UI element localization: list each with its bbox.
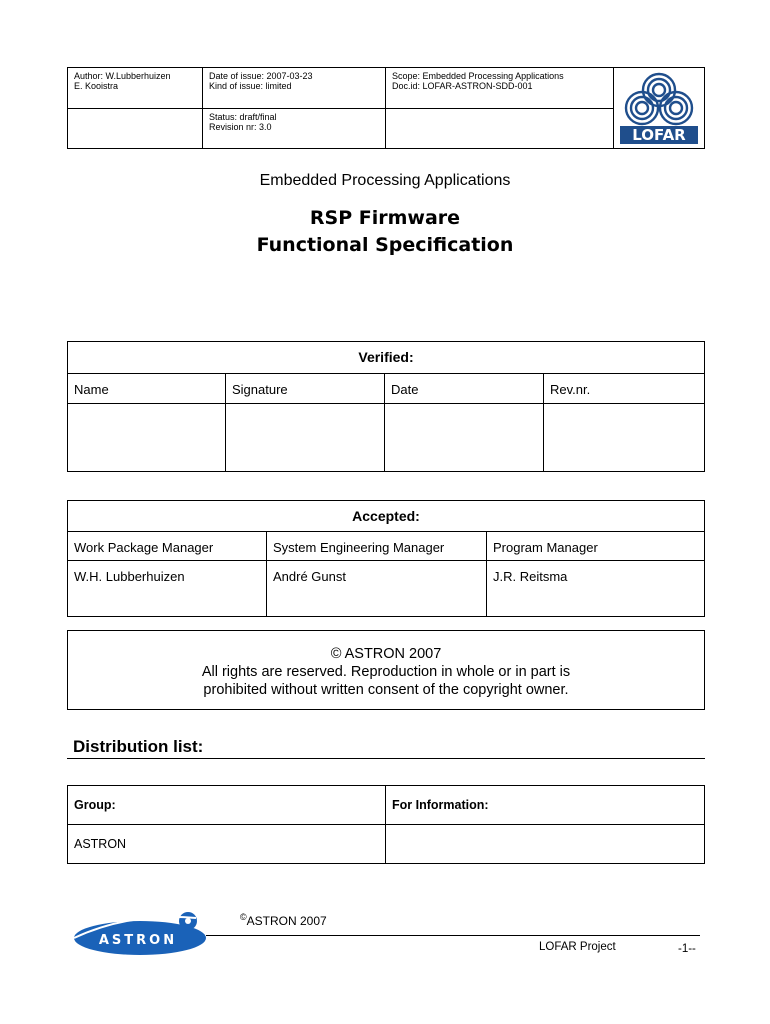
verified-cell-signature (226, 404, 385, 472)
copyright-box (67, 630, 705, 710)
empty-scope-cell (386, 108, 614, 149)
document-title-line-2: Functional Specification (256, 234, 514, 256)
lofar-logo-cell (614, 68, 705, 149)
verified-col-signature: Signature (226, 374, 385, 404)
accepted-role-pm: Program Manager (487, 532, 705, 561)
verified-col-date: Date (385, 374, 544, 404)
astron-logo-text: ASTRON (98, 933, 178, 948)
distribution-divider (67, 758, 705, 759)
accepted-role-wpm: Work Package Manager (68, 532, 267, 561)
accepted-heading: Accepted: (68, 501, 705, 532)
verified-col-name: Name (68, 374, 226, 404)
accepted-name-wpm: W.H. Lubberhuizen (68, 561, 267, 617)
empty-header-cell (68, 108, 203, 149)
footer-page-number: -1-- (678, 943, 696, 955)
scope-cell (386, 68, 614, 109)
footer-copyright (240, 912, 327, 928)
footer-project: LOFAR Project (539, 941, 616, 953)
verified-table (67, 341, 705, 472)
accepted-name-sem: André Gunst (267, 561, 487, 617)
doc-id: Doc.id: LOFAR-ASTRON-SDD-001 (392, 81, 533, 91)
verified-col-revnr: Rev.nr. (544, 374, 705, 404)
distribution-title: Distribution list: (73, 737, 204, 756)
verified-cell-date (385, 404, 544, 472)
scope-text: Scope: Embedded Processing Applications (392, 71, 564, 81)
lofar-logo-text: LOFAR (632, 126, 686, 144)
accepted-name-pm: J.R. Reitsma (487, 561, 705, 617)
distribution-table (67, 785, 705, 864)
author-line-1: Author: W.Lubberhuizen (74, 71, 171, 81)
distribution-group-header: Group: (68, 786, 386, 825)
astron-logo (70, 910, 210, 958)
accepted-role-sem: System Engineering Manager (267, 532, 487, 561)
footer-copyright-symbol: © (240, 912, 247, 922)
date-of-issue: Date of issue: 2007-03-23 (209, 71, 313, 81)
distribution-info-header: For Information: (386, 786, 705, 825)
document-title-line-1: RSP Firmware (309, 207, 461, 229)
copyright-line-1: © ASTRON 2007 (330, 646, 442, 662)
kind-of-issue: Kind of issue: limited (209, 81, 292, 91)
verified-cell-revnr (544, 404, 705, 472)
copyright-line-3: prohibited without written consent of the copyright owner. (203, 682, 569, 698)
status-text: Status: draft/final (209, 111, 277, 122)
status-cell (203, 108, 386, 149)
author-line-2: E. Kooistra (74, 81, 119, 91)
footer-copyright-text: ASTRON 2007 (246, 914, 327, 928)
footer-divider (206, 935, 700, 936)
copyright-line-2: All rights are reserved. Reproduction in whole or in part is (201, 664, 571, 680)
distribution-info-value (386, 825, 705, 864)
verified-heading: Verified: (68, 342, 705, 374)
verified-cell-name (68, 404, 226, 472)
accepted-table (67, 500, 705, 617)
distribution-group-value: ASTRON (68, 825, 386, 864)
lofar-logo (616, 68, 702, 146)
document-subtitle: Embedded Processing Applications (259, 172, 511, 189)
author-cell (68, 68, 203, 109)
revision-text: Revision nr: 3.0 (209, 121, 272, 132)
issue-cell (203, 68, 386, 109)
document-header-table (67, 67, 705, 149)
